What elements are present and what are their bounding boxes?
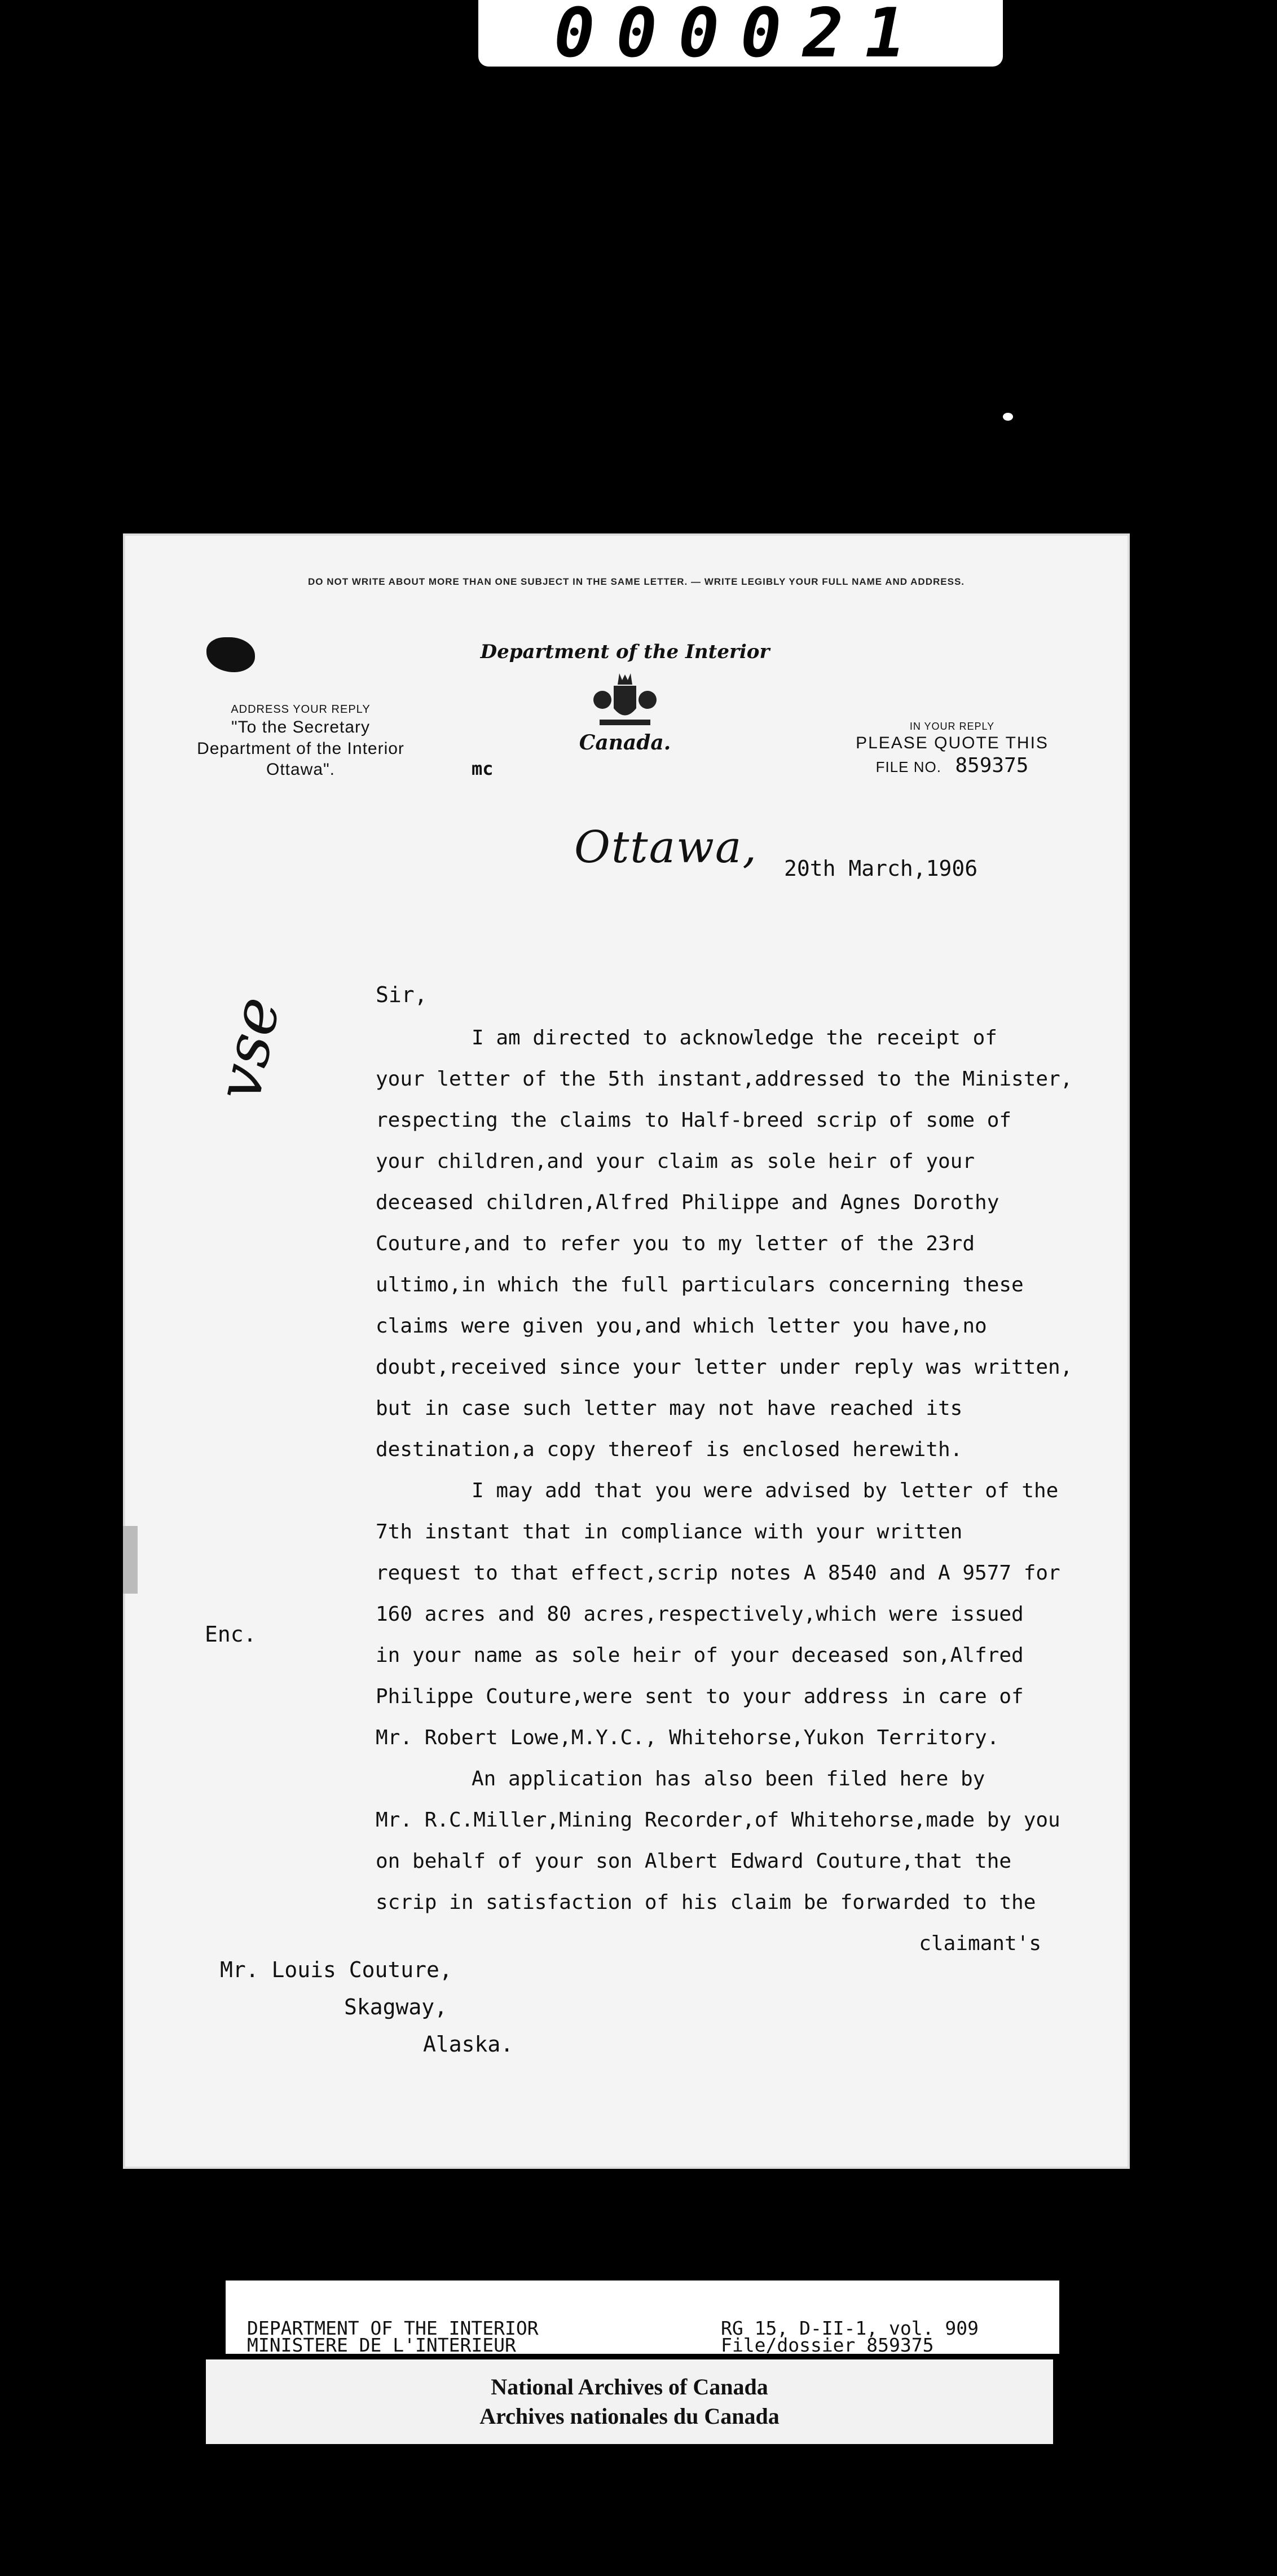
body-line: doubt,received since your letter under reply was written, [376,1356,1073,1379]
body-line: 160 acres and 80 acres,respectively,which were issued [376,1603,1024,1626]
reply-block [805,721,1099,778]
file-label: FILE NO. [875,758,941,775]
body-line: your letter of the 5th instant,addressed to the Minister, [376,1068,1073,1091]
date: 20th March,1906 [784,856,978,881]
body-line: claimant's [919,1932,1041,1955]
body-line: on behalf of your son Albert Edward Couture,that the [376,1850,1012,1873]
archive-label [226,2281,1059,2354]
archives-banner-line: National Archives of Canada [491,2374,768,2399]
body-line: deceased children,Alfred Philippe and Agnes Dorothy [376,1191,999,1214]
body-line: 7th instant that in compliance with your written [376,1520,963,1543]
country-name: Canada. [579,731,671,755]
body-line: I may add that you were advised by letter of the [472,1479,1059,1502]
body-line: scrip in satisfaction of his claim be forwarded to the [376,1891,1036,1914]
address-line: ADDRESS YOUR REPLY [231,703,371,716]
label-line: DEPARTMENT OF THE INTERIOR [247,2317,539,2339]
frame-number: 000021 [478,0,1003,67]
place: Ottawa, [574,822,758,873]
body-line: ultimo,in which the full particulars concerning these [376,1273,1024,1296]
address-block [165,703,436,780]
label-line: File/dossier 859375 [721,2334,934,2356]
body-line: but in case such letter may not have reached its [376,1397,963,1420]
crest-icon [588,669,662,731]
clerk-initials: mc [472,758,494,779]
archive-label-left [247,2317,539,2356]
address-line: Ottawa". [266,760,336,779]
letter-page [123,533,1130,2169]
body-line: Mr. R.C.Miller,Mining Recorder,of Whitehorse,made by you [376,1809,1060,1832]
archives-banner-line: Archives nationales du Canada [479,2403,780,2429]
body-line: claims were given you,and which letter you have,no [376,1315,987,1338]
body-line: I am directed to acknowledge the receipt of [472,1026,997,1049]
file-line [805,753,1099,778]
body-line: destination,a copy thereof is enclosed herewith. [376,1438,963,1461]
body-line: in your name as sole heir of your deceased son,Alfred [376,1644,1024,1667]
addressee-line: Mr. Louis Couture, [220,1957,452,1982]
addressee-line: Alaska. [423,2032,514,2057]
addressee-line: Skagway, [344,1995,448,2019]
archive-label-right [721,2317,979,2356]
letter-body [376,1017,1109,1964]
reply-line: IN YOUR REPLY [909,721,995,732]
letterhead [478,641,772,755]
top-notice: DO NOT WRITE ABOUT MORE THAN ONE SUBJECT IN THE SAME LETTER. — WRITE LEGIBLY YOUR FULL NAME AND ADDRESS. [307,576,965,587]
archives-banner [206,2359,1053,2444]
reply-line: PLEASE QUOTE THIS [856,733,1049,752]
body-line: Philippe Couture,were sent to your address in care of [376,1685,1024,1708]
body-line: respecting the claims to Half-breed scrip of some of [376,1109,1012,1132]
body-line: Mr. Robert Lowe,M.Y.C., Whitehorse,Yukon Territory. [376,1726,999,1749]
body-line: request to that effect,scrip notes A 8540 and A 9577 for [376,1562,1060,1585]
body-line: An application has also been filed here by [472,1767,985,1790]
address-line: "To the Secretary [231,718,371,736]
addressee [220,1951,513,2063]
margin-note: vse [202,990,294,1107]
ink-blot [206,637,255,672]
label-line: MINISTERE DE L'INTERIEUR [247,2334,516,2356]
label-line: RG 15, D-II-1, vol. 909 [721,2317,979,2339]
enclosure-note: Enc. [205,1622,257,1647]
salutation: Sir, [376,982,428,1007]
department-name: Department of the Interior [480,641,770,663]
body-line: Couture,and to refer you to my letter of the 23rd [376,1232,975,1255]
body-line: your children,and your claim as sole heir of your [376,1150,975,1173]
address-line: Department of the Interior [197,739,404,758]
film-speck [1003,413,1013,421]
file-number: 859375 [955,753,1029,777]
paper-tab [123,1526,138,1594]
